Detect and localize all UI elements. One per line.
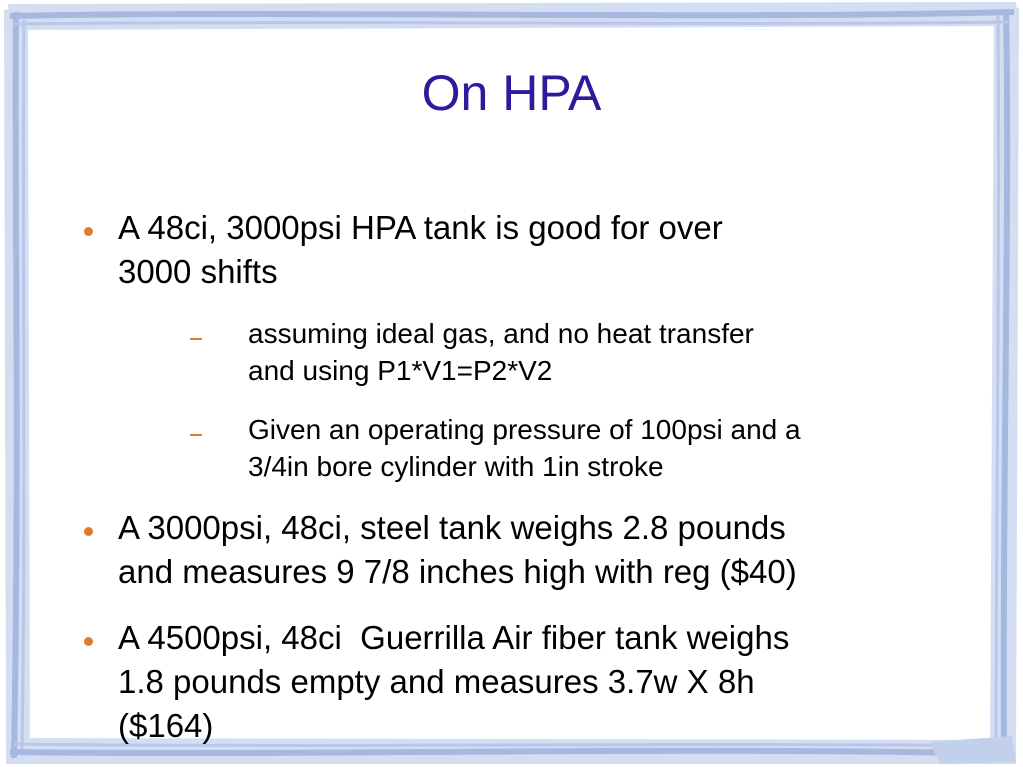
bullet-2-line-2: and measures 9 7/8 inches high with reg ($40) xyxy=(118,553,797,590)
bullet-marker-1 xyxy=(84,227,93,236)
bullet-1-line-2: 3000 shifts xyxy=(118,253,278,290)
sub-bullet-2 xyxy=(248,411,801,485)
bullet-3-line-1: A 4500psi, 48ci Guerrilla Air fiber tank weighs xyxy=(118,619,790,656)
sub-bullet-1 xyxy=(248,315,754,389)
sub-bullet-1-line-2: and using P1*V1=P2*V2 xyxy=(248,355,553,386)
bullet-3-line-2: 1.8 pounds empty and measures 3.7w X 8h xyxy=(118,663,755,700)
bullet-2 xyxy=(118,506,797,594)
sub-bullet-2-line-1: Given an operating pressure of 100psi and a xyxy=(248,414,801,445)
sub-bullet-marker-1 xyxy=(190,338,202,340)
frame-top-stroke-2 xyxy=(14,22,1010,24)
bullet-1-line-1: A 48ci, 3000psi HPA tank is good for over xyxy=(118,209,723,246)
slide-title: On HPA xyxy=(421,65,602,121)
sub-bullet-1-line-1: assuming ideal gas, and no heat transfer xyxy=(248,318,754,349)
frame-top-stroke xyxy=(10,12,1014,16)
sub-bullet-2-line-2: 3/4in bore cylinder with 1in stroke xyxy=(248,451,664,482)
frame-bottom-stroke xyxy=(10,751,1014,754)
bullet-3 xyxy=(118,616,789,748)
bullet-marker-2 xyxy=(84,527,93,536)
frame-left-stroke-2 xyxy=(22,20,24,752)
bullet-marker-3 xyxy=(84,637,93,646)
bullet-1 xyxy=(118,206,723,294)
bullet-2-line-1: A 3000psi, 48ci, steel tank weighs 2.8 pounds xyxy=(118,509,786,546)
bullet-3-line-3: ($164) xyxy=(118,707,214,744)
sub-bullet-marker-2 xyxy=(190,434,202,436)
